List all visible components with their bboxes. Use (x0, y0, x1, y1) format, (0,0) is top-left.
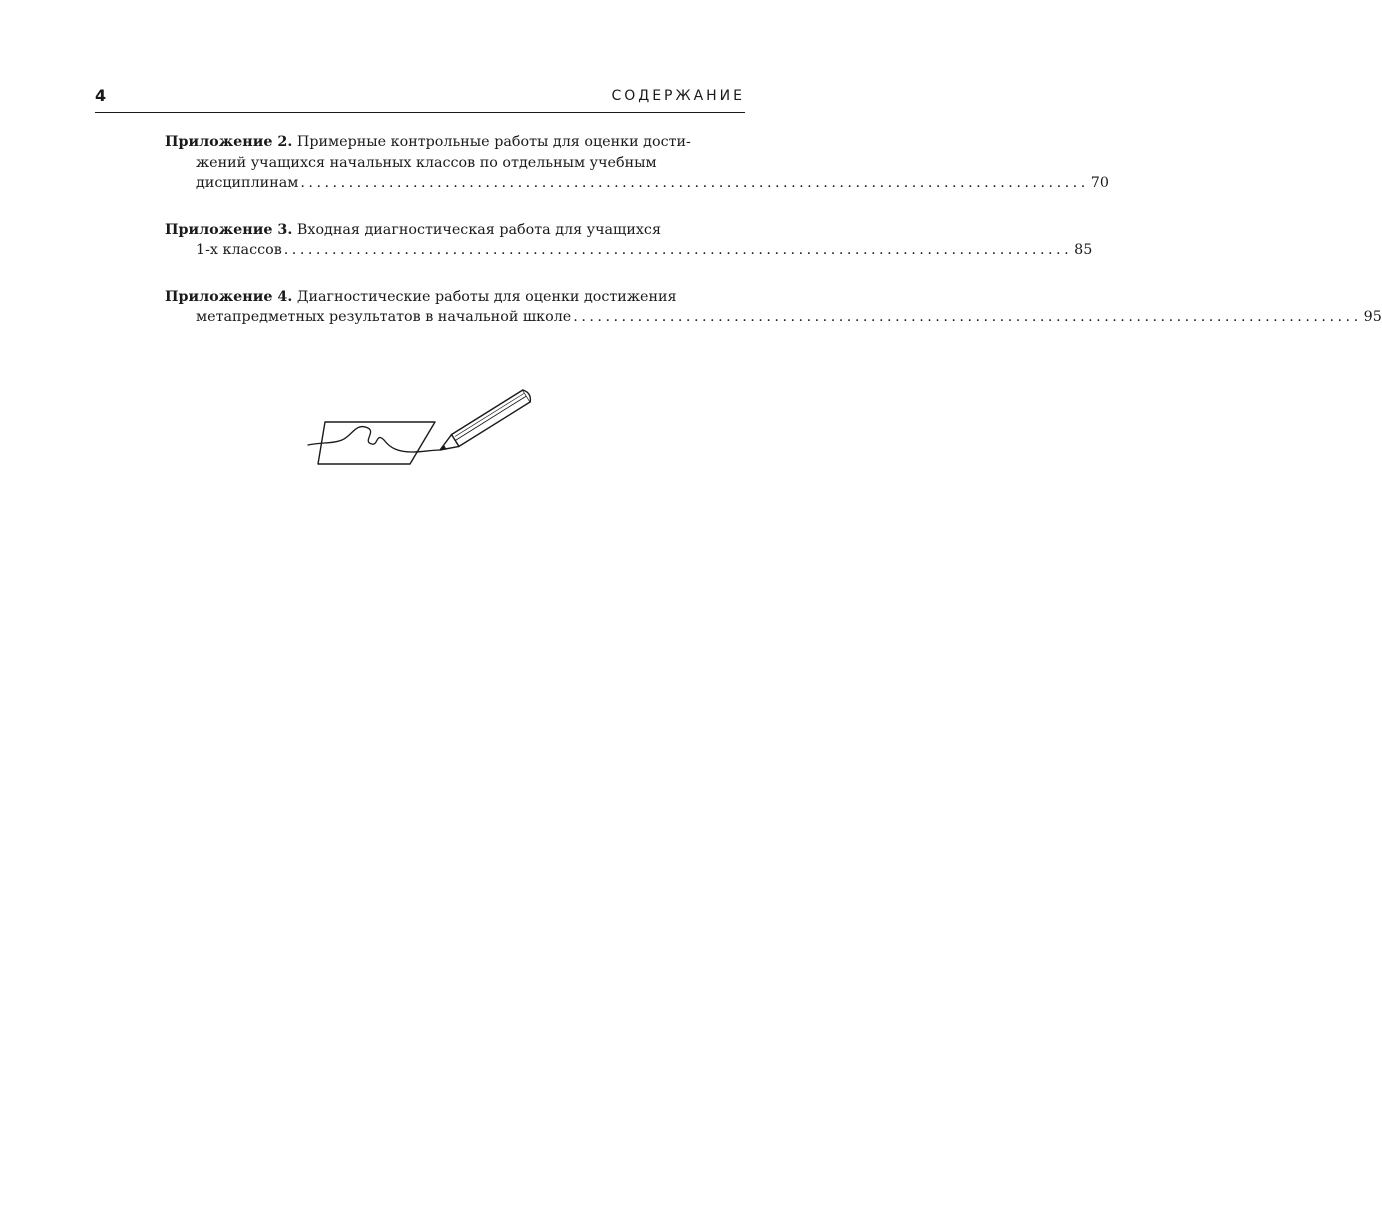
toc-entry-appendix-4[interactable] (165, 287, 1382, 328)
pencil-writing-on-paper-icon (300, 392, 535, 482)
toc-entry-title-start: Входная диагностическая работа для учащихся (296, 221, 661, 238)
toc-entry-first-line (165, 220, 744, 241)
toc-entry-title-start: Примерные контрольные работы для оценки дости- (296, 134, 691, 150)
table-of-contents (165, 132, 1382, 354)
running-head-title: СОДЕРЖАНИЕ (611, 88, 745, 104)
toc-entry-page-number: 70 (1090, 175, 1109, 191)
toc-entry-first-line (165, 287, 744, 308)
header-rule (95, 112, 745, 113)
toc-entry-appendix-2[interactable] (165, 132, 1109, 194)
toc-entry-title-end: дисциплинам (196, 175, 299, 191)
toc-entry-label: Приложение 3. (165, 221, 293, 238)
dot-leader: .................................................................................................. (283, 242, 1073, 258)
toc-entry-title-end: метапредметных результатов в начальной школе (196, 309, 572, 325)
toc-entry-page-number: 85 (1074, 242, 1093, 258)
toc-entry-last-line (165, 307, 1382, 328)
toc-entry-label: Приложение 2. (165, 134, 293, 150)
page-number: 4 (95, 86, 107, 105)
toc-entry-label: Приложение 4. (165, 288, 293, 305)
toc-entry-appendix-3[interactable] (165, 220, 1093, 261)
toc-entry-first-line (165, 132, 744, 153)
toc-entry-last-line (165, 240, 1093, 261)
dot-leader: .................................................................................................. (300, 175, 1089, 191)
toc-entry-middle-line: жений учащихся начальных классов по отдельным учебным (196, 154, 657, 171)
toc-entry-title-start: Диагностические работы для оценки достижения (296, 288, 677, 305)
dot-leader: .................................................................................................. (573, 309, 1362, 325)
toc-entry-page-number: 95 (1363, 309, 1382, 325)
toc-entry-title-end: 1-х классов (196, 242, 282, 258)
toc-entry-last-line (165, 173, 1109, 194)
